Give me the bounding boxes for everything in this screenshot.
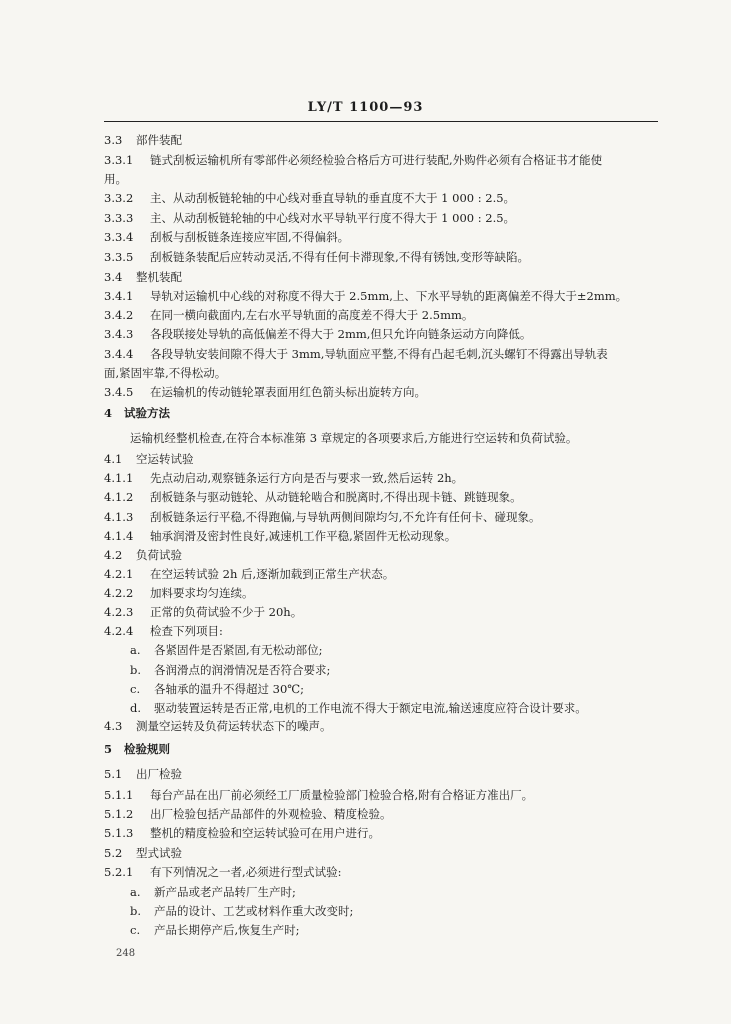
clause-text: 各段导轨安装间隙不得大于 3mm,导轨面应平整,不得有凸起毛刺,沉头螺钉不得露出导轨表 <box>150 347 608 361</box>
text-line <box>0 717 731 735</box>
clause-text: 整机的精度检验和空运转试验可在用户进行。 <box>150 826 380 840</box>
text-line <box>0 228 731 246</box>
clause-number: c. <box>130 682 141 696</box>
clause-text: 刮板链条装配后应转动灵活,不得有任何卡滞现象,不得有锈蚀,变形等缺陷。 <box>150 250 529 264</box>
text-line <box>0 740 731 758</box>
clause-number: 4.1.3 <box>104 510 134 524</box>
clause-text: 各轴承的温升不得超过 30℃; <box>154 682 305 696</box>
clause-text: 主、从动刮板链轮轴的中心线对水平导轨平行度不得大于 1 000 : 2.5。 <box>150 211 516 225</box>
clause-number: 5.2.1 <box>104 865 134 879</box>
clause-number: 4.2.2 <box>104 586 134 600</box>
text-line <box>0 170 731 188</box>
text-line <box>0 584 731 602</box>
clause-number: 3.3.4 <box>104 230 134 244</box>
clause-text: 主、从动刮板链轮轴的中心线对垂直导轨的垂直度不大于 1 000 : 2.5。 <box>150 191 516 205</box>
text-line <box>0 345 731 363</box>
clause-text: 各紧固件是否紧固,有无松动部位; <box>154 643 323 657</box>
clause-number: 5.1 <box>104 767 123 781</box>
text-line <box>0 883 731 901</box>
text-line <box>0 508 731 526</box>
text-line <box>0 450 731 468</box>
text-line <box>0 268 731 286</box>
text-line <box>0 546 731 564</box>
text-line <box>0 151 731 169</box>
clause-number: 3.3.2 <box>104 191 134 205</box>
clause-text: 面,紧固牢靠,不得松动。 <box>104 366 227 380</box>
text-line <box>0 429 731 447</box>
clause-number: 5 <box>104 742 113 756</box>
clause-number: 4.2 <box>104 548 123 562</box>
clause-text: 在运输机的传动链轮罩表面用红色箭头标出旋转方向。 <box>150 385 426 399</box>
clause-text: 各段联接处导轨的高低偏差不得大于 2mm,但只允许向链条运动方向降低。 <box>150 327 532 341</box>
clause-text: 先点动启动,观察链条运行方向是否与要求一致,然后运转 2h。 <box>150 471 464 485</box>
clause-text: 刮板链条运行平稳,不得跑偏,与导轨两侧间隙均匀,不允许有任何卡、碰现象。 <box>150 510 541 524</box>
clause-text: 导轨对运输机中心线的对称度不得大于 2.5mm,上、下水平导轨的距离偏差不得大于±2mm。 <box>150 289 628 303</box>
text-line <box>0 661 731 679</box>
clause-number: 4 <box>104 406 113 420</box>
clause-number: 3.4.5 <box>104 385 134 399</box>
text-line <box>0 565 731 583</box>
clause-text: 用。 <box>104 172 127 186</box>
text-line <box>0 641 731 659</box>
standard-header: LY/T 1100—93 <box>307 100 424 115</box>
text-line <box>0 902 731 920</box>
clause-text: 刮板链条与驱动链轮、从动链轮啮合和脱离时,不得出现卡链、跳链现象。 <box>150 490 522 504</box>
clause-number: a. <box>130 643 141 657</box>
text-line <box>0 248 731 266</box>
text-line <box>0 680 731 698</box>
clause-text: 检验规则 <box>124 742 170 756</box>
clause-number: 4.3 <box>104 719 123 733</box>
clause-number: 4.1.2 <box>104 490 134 504</box>
clause-number: 4.1.4 <box>104 529 134 543</box>
clause-text: 在同一横向截面内,左右水平导轨面的高度差不得大于 2.5mm。 <box>150 308 474 322</box>
text-line <box>0 488 731 506</box>
clause-text: 链式刮板运输机所有零部件必须经检验合格后方可进行装配,外购件必须有合格证书才能使 <box>150 153 603 167</box>
clause-number: 3.3 <box>104 133 123 147</box>
clause-text: 负荷试验 <box>136 548 182 562</box>
clause-number: 4.1 <box>104 452 123 466</box>
clause-number: 5.2 <box>104 846 123 860</box>
clause-number: a. <box>130 885 141 899</box>
clause-text: 在空运转试验 2h 后,逐渐加载到正常生产状态。 <box>150 567 395 581</box>
clause-text: 驱动装置运转是否正常,电机的工作电流不得大于额定电流,输送速度应符合设计要求。 <box>154 701 587 715</box>
clause-text: 检查下列项目: <box>150 624 223 638</box>
clause-number: 5.1.3 <box>104 826 134 840</box>
clause-number: 3.3.5 <box>104 250 134 264</box>
clause-number: 5.1.2 <box>104 807 134 821</box>
clause-text: 刮板与刮板链条连接应牢固,不得偏斜。 <box>150 230 350 244</box>
clause-text: 产品长期停产后,恢复生产时; <box>154 923 300 937</box>
clause-number: 4.2.4 <box>104 624 134 638</box>
clause-text: 产品的设计、工艺或材料作重大改变时; <box>154 904 354 918</box>
text-line <box>0 364 731 382</box>
clause-text: 测量空运转及负荷运转状态下的噪声。 <box>136 719 332 733</box>
clause-text: 型式试验 <box>136 846 182 860</box>
clause-number: 4.2.1 <box>104 567 134 581</box>
clause-number: 5.1.1 <box>104 788 134 802</box>
clause-text: 运输机经整机检查,在符合本标准第 3 章规定的各项要求后,方能进行空运转和负荷试验。 <box>130 431 578 445</box>
clause-number: b. <box>130 904 142 918</box>
text-line <box>0 383 731 401</box>
clause-text: 整机装配 <box>136 270 182 284</box>
clause-number: 4.2.3 <box>104 605 134 619</box>
text-line <box>0 209 731 227</box>
text-line <box>0 131 731 149</box>
text-line <box>0 765 731 783</box>
text-line <box>0 844 731 862</box>
clause-text: 加料要求均匀连续。 <box>150 586 254 600</box>
text-line <box>0 824 731 842</box>
clause-text: 新产品或老产品转厂生产时; <box>154 885 296 899</box>
text-line <box>0 805 731 823</box>
clause-number: 3.4 <box>104 270 123 284</box>
clause-text: 空运转试验 <box>136 452 194 466</box>
clause-text: 出厂检验包括产品部件的外观检验、精度检验。 <box>150 807 392 821</box>
clause-number: 3.3.1 <box>104 153 134 167</box>
clause-number: 3.3.3 <box>104 211 134 225</box>
text-line <box>0 287 731 305</box>
text-line <box>0 404 731 422</box>
clause-number: c. <box>130 923 141 937</box>
text-line <box>0 306 731 324</box>
clause-text: 试验方法 <box>124 406 170 420</box>
clause-text: 正常的负荷试验不少于 20h。 <box>150 605 303 619</box>
text-line <box>0 863 731 881</box>
clause-number: 3.4.3 <box>104 327 134 341</box>
clause-number: 3.4.2 <box>104 308 134 322</box>
clause-text: 部件装配 <box>136 133 182 147</box>
text-line <box>0 622 731 640</box>
header-rule <box>104 121 658 122</box>
clause-text: 各润滑点的润滑情况是否符合要求; <box>154 663 331 677</box>
text-line <box>0 786 731 804</box>
clause-number: 3.4.4 <box>104 347 134 361</box>
text-line <box>0 921 731 939</box>
text-line <box>0 325 731 343</box>
clause-text: 每台产品在出厂前必须经工厂质量检验部门检验合格,附有合格证方准出厂。 <box>150 788 534 802</box>
page-number: 248 <box>116 948 136 959</box>
clause-text: 有下列情况之一者,必须进行型式试验: <box>150 865 342 879</box>
clause-number: 3.4.1 <box>104 289 134 303</box>
text-line <box>0 469 731 487</box>
clause-number: 4.1.1 <box>104 471 134 485</box>
clause-number: b. <box>130 663 142 677</box>
text-line <box>0 699 731 717</box>
text-line <box>0 189 731 207</box>
clause-text: 出厂检验 <box>136 767 182 781</box>
clause-text: 轴承润滑及密封性良好,减速机工作平稳,紧固件无松动现象。 <box>150 529 457 543</box>
clause-number: d. <box>130 701 142 715</box>
text-line <box>0 603 731 621</box>
text-line <box>0 527 731 545</box>
